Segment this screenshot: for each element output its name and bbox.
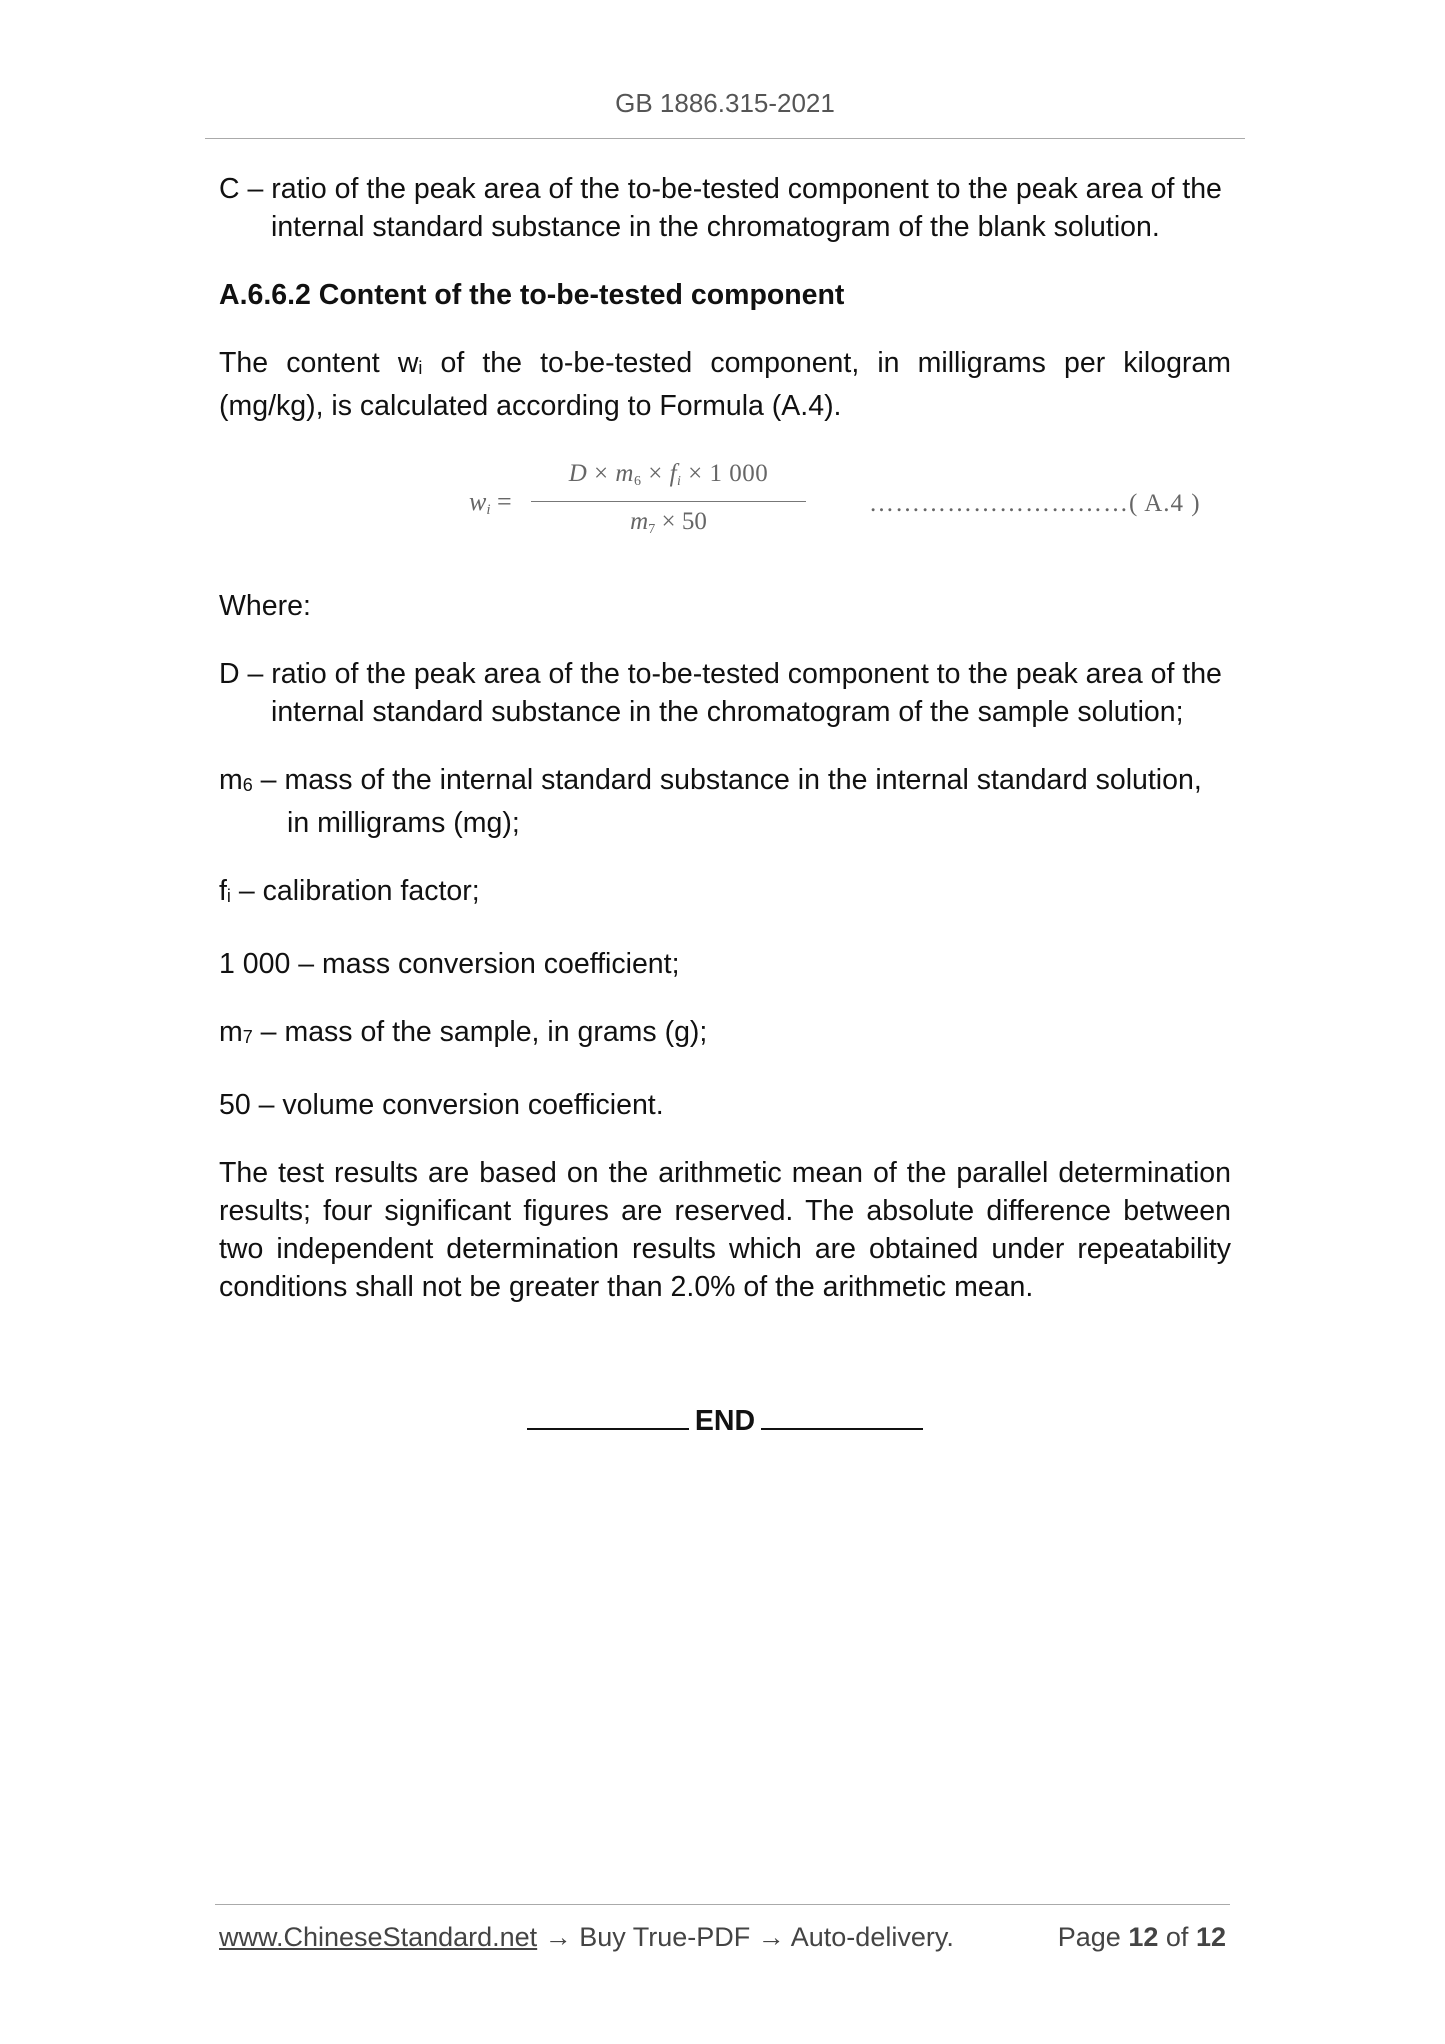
delivery-text: Auto-delivery. [790,1922,954,1952]
page-indicator: Page 12 of 12 [1057,1922,1226,1952]
intro-subscript: i [418,358,423,378]
end-rule-right [761,1400,923,1430]
section-heading: A.6.6.2 Content of the to-be-tested component [219,279,845,311]
arrow-icon: → [750,1922,791,1952]
intro-post: of the to-be-tested component, in milligrams per kilogram (mg/kg), is calculated according to Formula (A.4). [219,347,1232,422]
definition-m6: m6 – mass of the internal standard substance in the internal standard solution, in milligrams (mg); [219,764,1202,839]
footer-divider [215,1904,1230,1905]
end-marker [205,1400,1245,1438]
end-label: END [694,1405,756,1437]
fraction-bar [531,501,806,502]
definition-c: C – ratio of the peak area of the to-be-tested component to the peak area of the internal standard substance in the chromatogram of the blank solution. [219,173,1222,243]
website-link[interactable]: www.ChineseStandard.net [219,1922,538,1952]
formula-numerator: $D \times m_6 \times f_i \times 1$ 000 [568,460,769,489]
definition-m7: m7 – mass of the sample, in grams (g); [219,1016,708,1048]
footer-links [219,1922,954,1953]
formula-lhs: $w_i$ = [469,487,512,518]
definition-50: 50 – volume conversion coefficient. [219,1089,664,1121]
intro-pre: The content w [219,347,419,379]
header-divider [205,138,1245,139]
end-rule-left [527,1400,689,1430]
results-paragraph: The test results are based on the arithmetic mean of the parallel determination results; four significant figures are reserved. The absolute difference between two independent determination results which are obtained under repeatability conditions shall not be greater than 2.0% of the arithmetic mean. [219,1157,1231,1303]
buy-text: Buy True-PDF [579,1922,751,1952]
total-pages: 12 [1195,1922,1226,1952]
arrow-icon: → [537,1922,580,1952]
where-label: Where: [219,590,311,622]
formula-a4 [219,455,1231,557]
intro-paragraph [219,344,1231,425]
definition-d: D – ratio of the peak area of the to-be-tested component to the peak area of the internal standard substance in the chromatogram of the sample solution; [219,658,1222,728]
formula-fraction [531,457,806,546]
definition-1000: 1 000 – mass conversion coefficient; [219,948,680,980]
formula-denominator: $m_7 \times 50$ [630,508,707,537]
document-body [219,170,1231,1336]
current-page: 12 [1128,1922,1159,1952]
page-header: GB 1886.315-2021 [615,88,835,118]
formula-reference: …………………………( A.4 ) [869,490,1201,517]
definition-fi: fi – calibration factor; [219,875,480,907]
